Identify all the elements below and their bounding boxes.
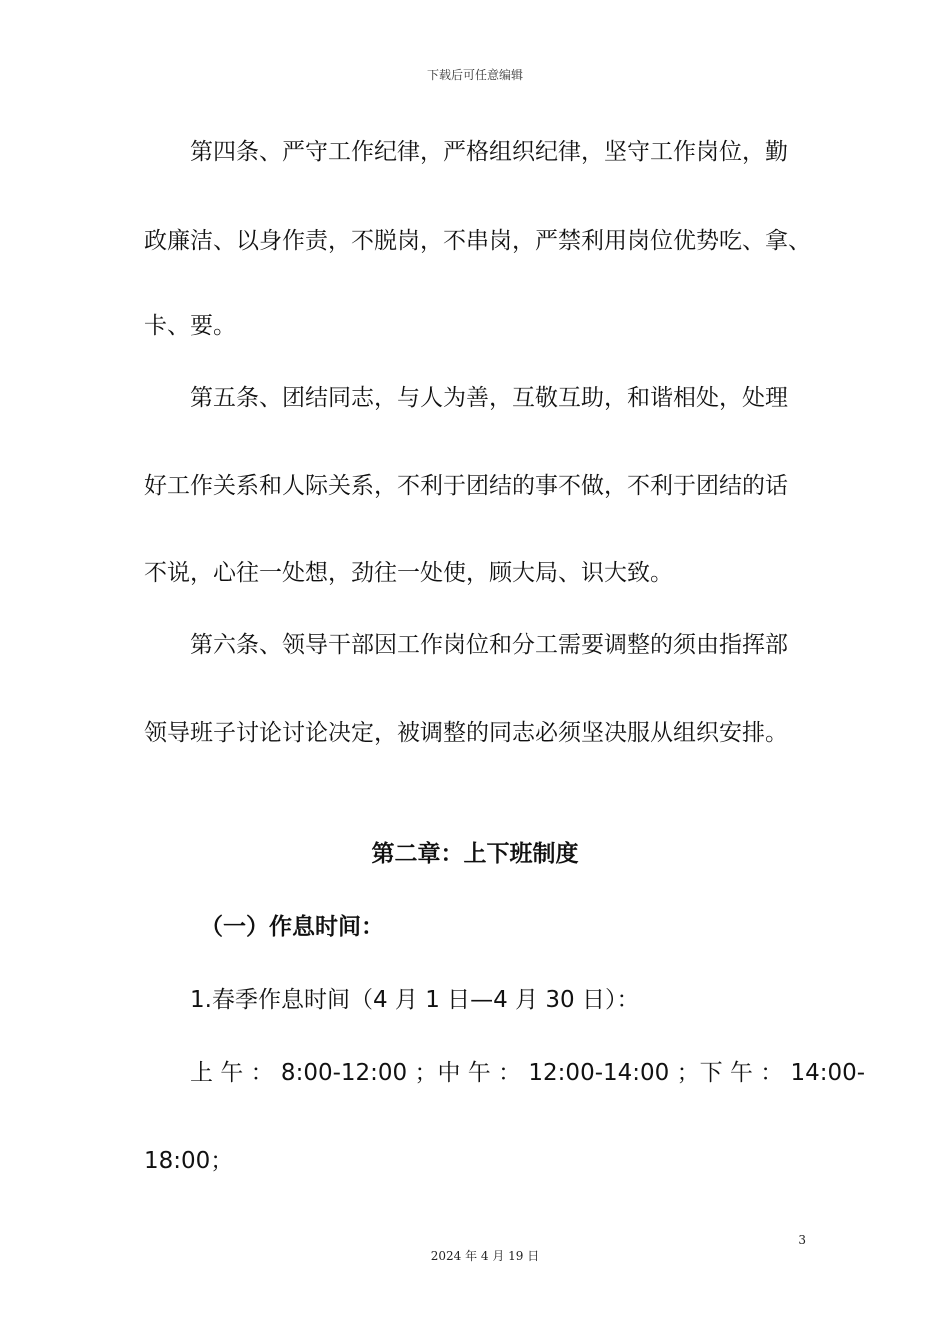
page-footer-date: 2024 年 4 月 19 日	[430, 1249, 540, 1263]
article-6-line-2: 领导班子讨论讨论决定，被调整的同志必须坚决服从组织安排。	[144, 720, 788, 746]
article-4-line-2: 政廉洁、以身作责，不脱岗，不串岗，严禁利用岗位优势吃、拿、	[144, 228, 811, 254]
spring-schedule-times	[190, 1058, 866, 1088]
morning-time: 上 午 ： 8:00-12:00 ；	[190, 1060, 438, 1086]
chapter-title: 第二章：上下班制度	[371, 841, 579, 867]
article-5-line-2: 好工作关系和人际关系，不利于团结的事不做，不利于团结的话	[144, 473, 788, 499]
afternoon-time-end: 18:00；	[144, 1148, 234, 1174]
page-number: 3	[798, 1233, 806, 1247]
section-heading: （一）作息时间：	[200, 914, 384, 940]
article-6-line-1: 第六条、领导干部因工作岗位和分工需要调整的须由指挥部	[190, 632, 788, 658]
article-5-line-3: 不说，心往一处想，劲往一处使，顾大局、识大致。	[144, 560, 673, 586]
article-5-line-1: 第五条、团结同志，与人为善，互敬互助，和谐相处，处理	[190, 385, 788, 411]
afternoon-time: 下 午 ： 14:00-	[699, 1060, 866, 1086]
page-header: 下载后可任意编辑	[426, 68, 523, 82]
article-4-line-1: 第四条、严守工作纪律，严格组织纪律，坚守工作岗位，勤	[190, 139, 788, 165]
spring-schedule-title: 1.春季作息时间（4 月 1 日—4 月 30 日）：	[190, 987, 640, 1013]
article-4-line-3: 卡、要。	[144, 313, 236, 339]
noon-time: 中 午 ： 12:00-14:00 ；	[437, 1060, 700, 1086]
